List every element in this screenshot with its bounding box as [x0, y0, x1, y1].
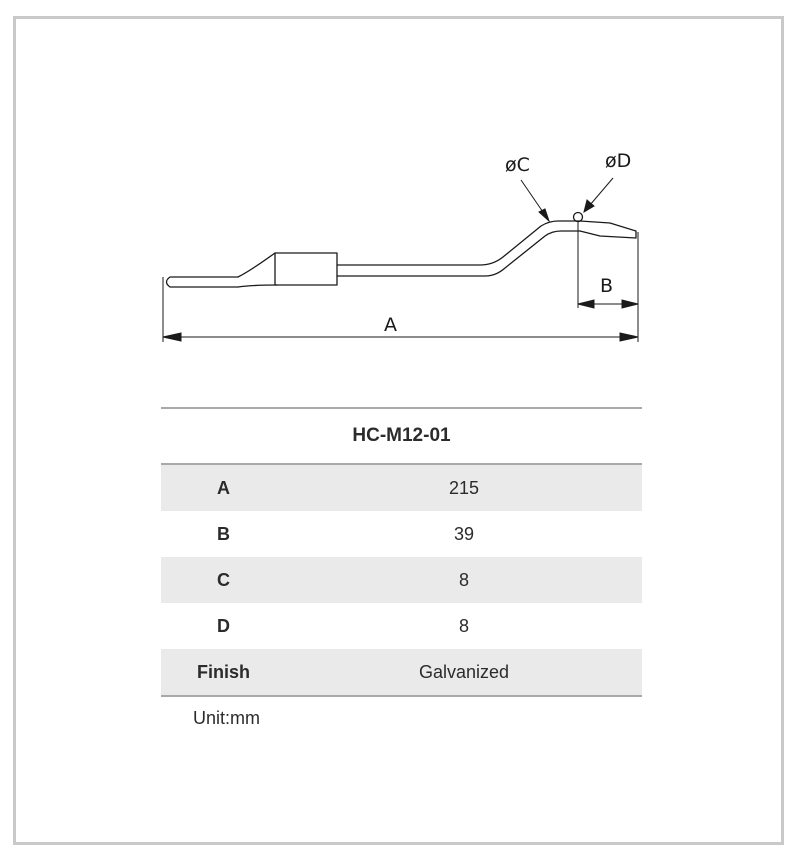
hook-rod	[337, 231, 580, 276]
arrow-a-left	[163, 333, 181, 341]
hook-tip	[167, 277, 239, 287]
table-row	[161, 557, 642, 603]
label-a: A	[384, 314, 397, 336]
table-row	[161, 649, 642, 696]
row-value: 8	[458, 615, 469, 636]
row-key: Finish	[161, 649, 286, 696]
row-key: C	[161, 557, 286, 603]
row-value: 215	[286, 464, 642, 511]
hook-rod	[337, 221, 580, 265]
table-row	[161, 464, 642, 511]
leader-c	[521, 180, 545, 215]
spec-table	[161, 407, 642, 697]
leader-d	[590, 178, 613, 205]
label-c: øC	[505, 154, 530, 176]
ring-d	[574, 213, 583, 222]
arrow-b-right	[622, 300, 638, 308]
model-heading: HC-M12-01	[161, 409, 642, 464]
unit-note: Unit:mm	[193, 708, 260, 728]
row-key: B	[217, 523, 230, 544]
arrow-b-left	[578, 300, 594, 308]
hook-right-tip	[580, 221, 636, 238]
row-value: Galvanized	[286, 649, 642, 696]
arrow-c	[539, 209, 549, 221]
row-key: A	[161, 464, 286, 511]
label-d: øD	[605, 150, 632, 172]
hook-sleeve	[275, 253, 337, 285]
table-row	[161, 511, 642, 557]
row-value: 39	[453, 523, 475, 544]
arrow-a-right	[620, 333, 638, 341]
hook-flare	[238, 253, 277, 287]
table-row	[161, 603, 642, 649]
label-b: B	[600, 275, 614, 297]
row-value: 8	[286, 557, 642, 603]
row-key: D	[217, 615, 230, 636]
hook-technical-drawing	[0, 0, 800, 400]
